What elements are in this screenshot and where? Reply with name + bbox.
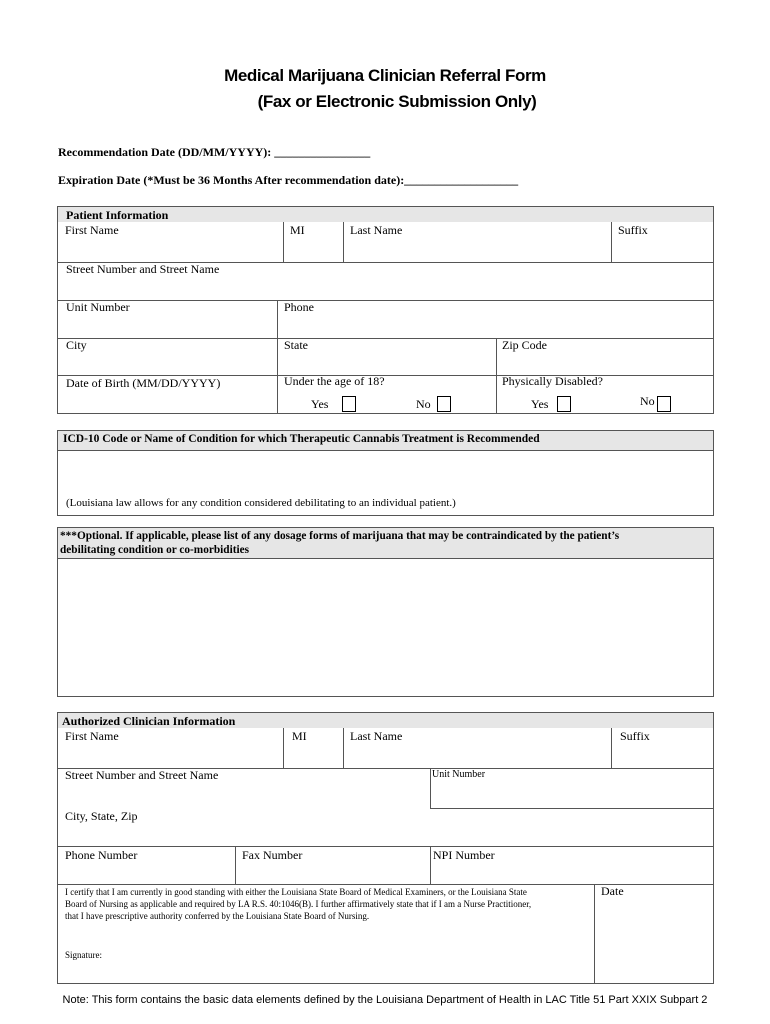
under-18-label: Under the age of 18? <box>284 374 385 388</box>
under-18-yes-label: Yes <box>311 397 329 411</box>
patient-street-field[interactable]: Street Number and Street Name <box>66 262 220 276</box>
certification-line2: Board of Nursing as applicable and required by LA R.S. 40:1046(B). I further affirmatively state that if I am a Nurse Practitioner, <box>65 899 532 909</box>
patient-mi-field[interactable]: MI <box>290 223 305 237</box>
patient-dob-field[interactable]: Date of Birth (MM/DD/YYYY) <box>66 376 221 390</box>
optional-header-line2: debilitating condition or co-morbidities <box>60 544 250 556</box>
condition-header: ICD-10 Code or Name of Condition for which Therapeutic Cannabis Treatment is Recommended <box>63 433 540 445</box>
patient-phone-field[interactable]: Phone <box>284 300 314 314</box>
disabled-yes-label: Yes <box>531 397 549 411</box>
patient-zip-field[interactable]: Zip Code <box>502 338 547 352</box>
certification-line1: I certify that I am currently in good standing with either the Louisiana State Board of Medical Examiners, or the Louisiana State <box>65 887 527 897</box>
patient-unit-field[interactable]: Unit Number <box>66 300 130 314</box>
patient-first-name-field[interactable]: First Name <box>65 223 119 237</box>
clinician-street-field[interactable]: Street Number and Street Name <box>65 768 219 782</box>
clinician-last-name-field[interactable]: Last Name <box>350 729 403 743</box>
recommendation-date-field[interactable]: Recommendation Date (DD/MM/YYYY): ________________ <box>58 145 371 159</box>
patient-suffix-field[interactable]: Suffix <box>618 223 648 237</box>
patient-last-name-field[interactable]: Last Name <box>350 223 403 237</box>
date-field[interactable]: Date <box>601 884 624 898</box>
under-18-no-checkbox[interactable] <box>437 396 451 412</box>
disabled-label: Physically Disabled? <box>502 374 603 388</box>
clinician-npi-field[interactable]: NPI Number <box>433 848 495 862</box>
form-subtitle: (Fax or Electronic Submission Only) <box>257 92 537 111</box>
expiration-date-field[interactable]: Expiration Date (*Must be 36 Months After recommendation date):___________________ <box>58 173 519 187</box>
optional-header-line1: ***Optional. If applicable, please list of any dosage forms of marijuana that may be contraindicated by the patient’s <box>60 530 620 542</box>
condition-note: (Louisiana law allows for any condition considered debilitating to an individual patient.) <box>66 497 456 509</box>
disabled-no-label: No <box>640 394 655 408</box>
under-18-no-label: No <box>416 397 431 411</box>
clinician-first-name-field[interactable]: First Name <box>65 729 119 743</box>
clinician-fax-field[interactable]: Fax Number <box>242 848 303 862</box>
clinician-mi-field[interactable]: MI <box>292 729 307 743</box>
certification-line3: that I have prescriptive authority conferred by the Louisiana State Board of Nursing. <box>65 911 370 921</box>
clinician-suffix-field[interactable]: Suffix <box>620 729 650 743</box>
disabled-yes-checkbox[interactable] <box>557 396 571 412</box>
patient-state-field[interactable]: State <box>284 338 308 352</box>
patient-city-field[interactable]: City <box>66 338 87 352</box>
form-title: Medical Marijuana Clinician Referral Form <box>224 66 546 85</box>
clinician-phone-field[interactable]: Phone Number <box>65 848 138 862</box>
optional-contraindications-input[interactable] <box>60 562 710 692</box>
clinician-city-state-zip-field[interactable]: City, State, Zip <box>65 809 138 823</box>
under-18-yes-checkbox[interactable] <box>342 396 356 412</box>
clinician-header: Authorized Clinician Information <box>62 714 236 728</box>
footer-note: Note: This form contains the basic data elements defined by the Louisiana Department of Health in LAC Title 51 Part XXIX Subpart 2 <box>62 994 708 1006</box>
patient-header: Patient Information <box>66 208 169 222</box>
condition-input[interactable] <box>60 453 710 493</box>
clinician-unit-field[interactable]: Unit Number <box>432 769 486 780</box>
signature-field[interactable]: Signature: <box>65 950 102 960</box>
disabled-no-checkbox[interactable] <box>657 396 671 412</box>
